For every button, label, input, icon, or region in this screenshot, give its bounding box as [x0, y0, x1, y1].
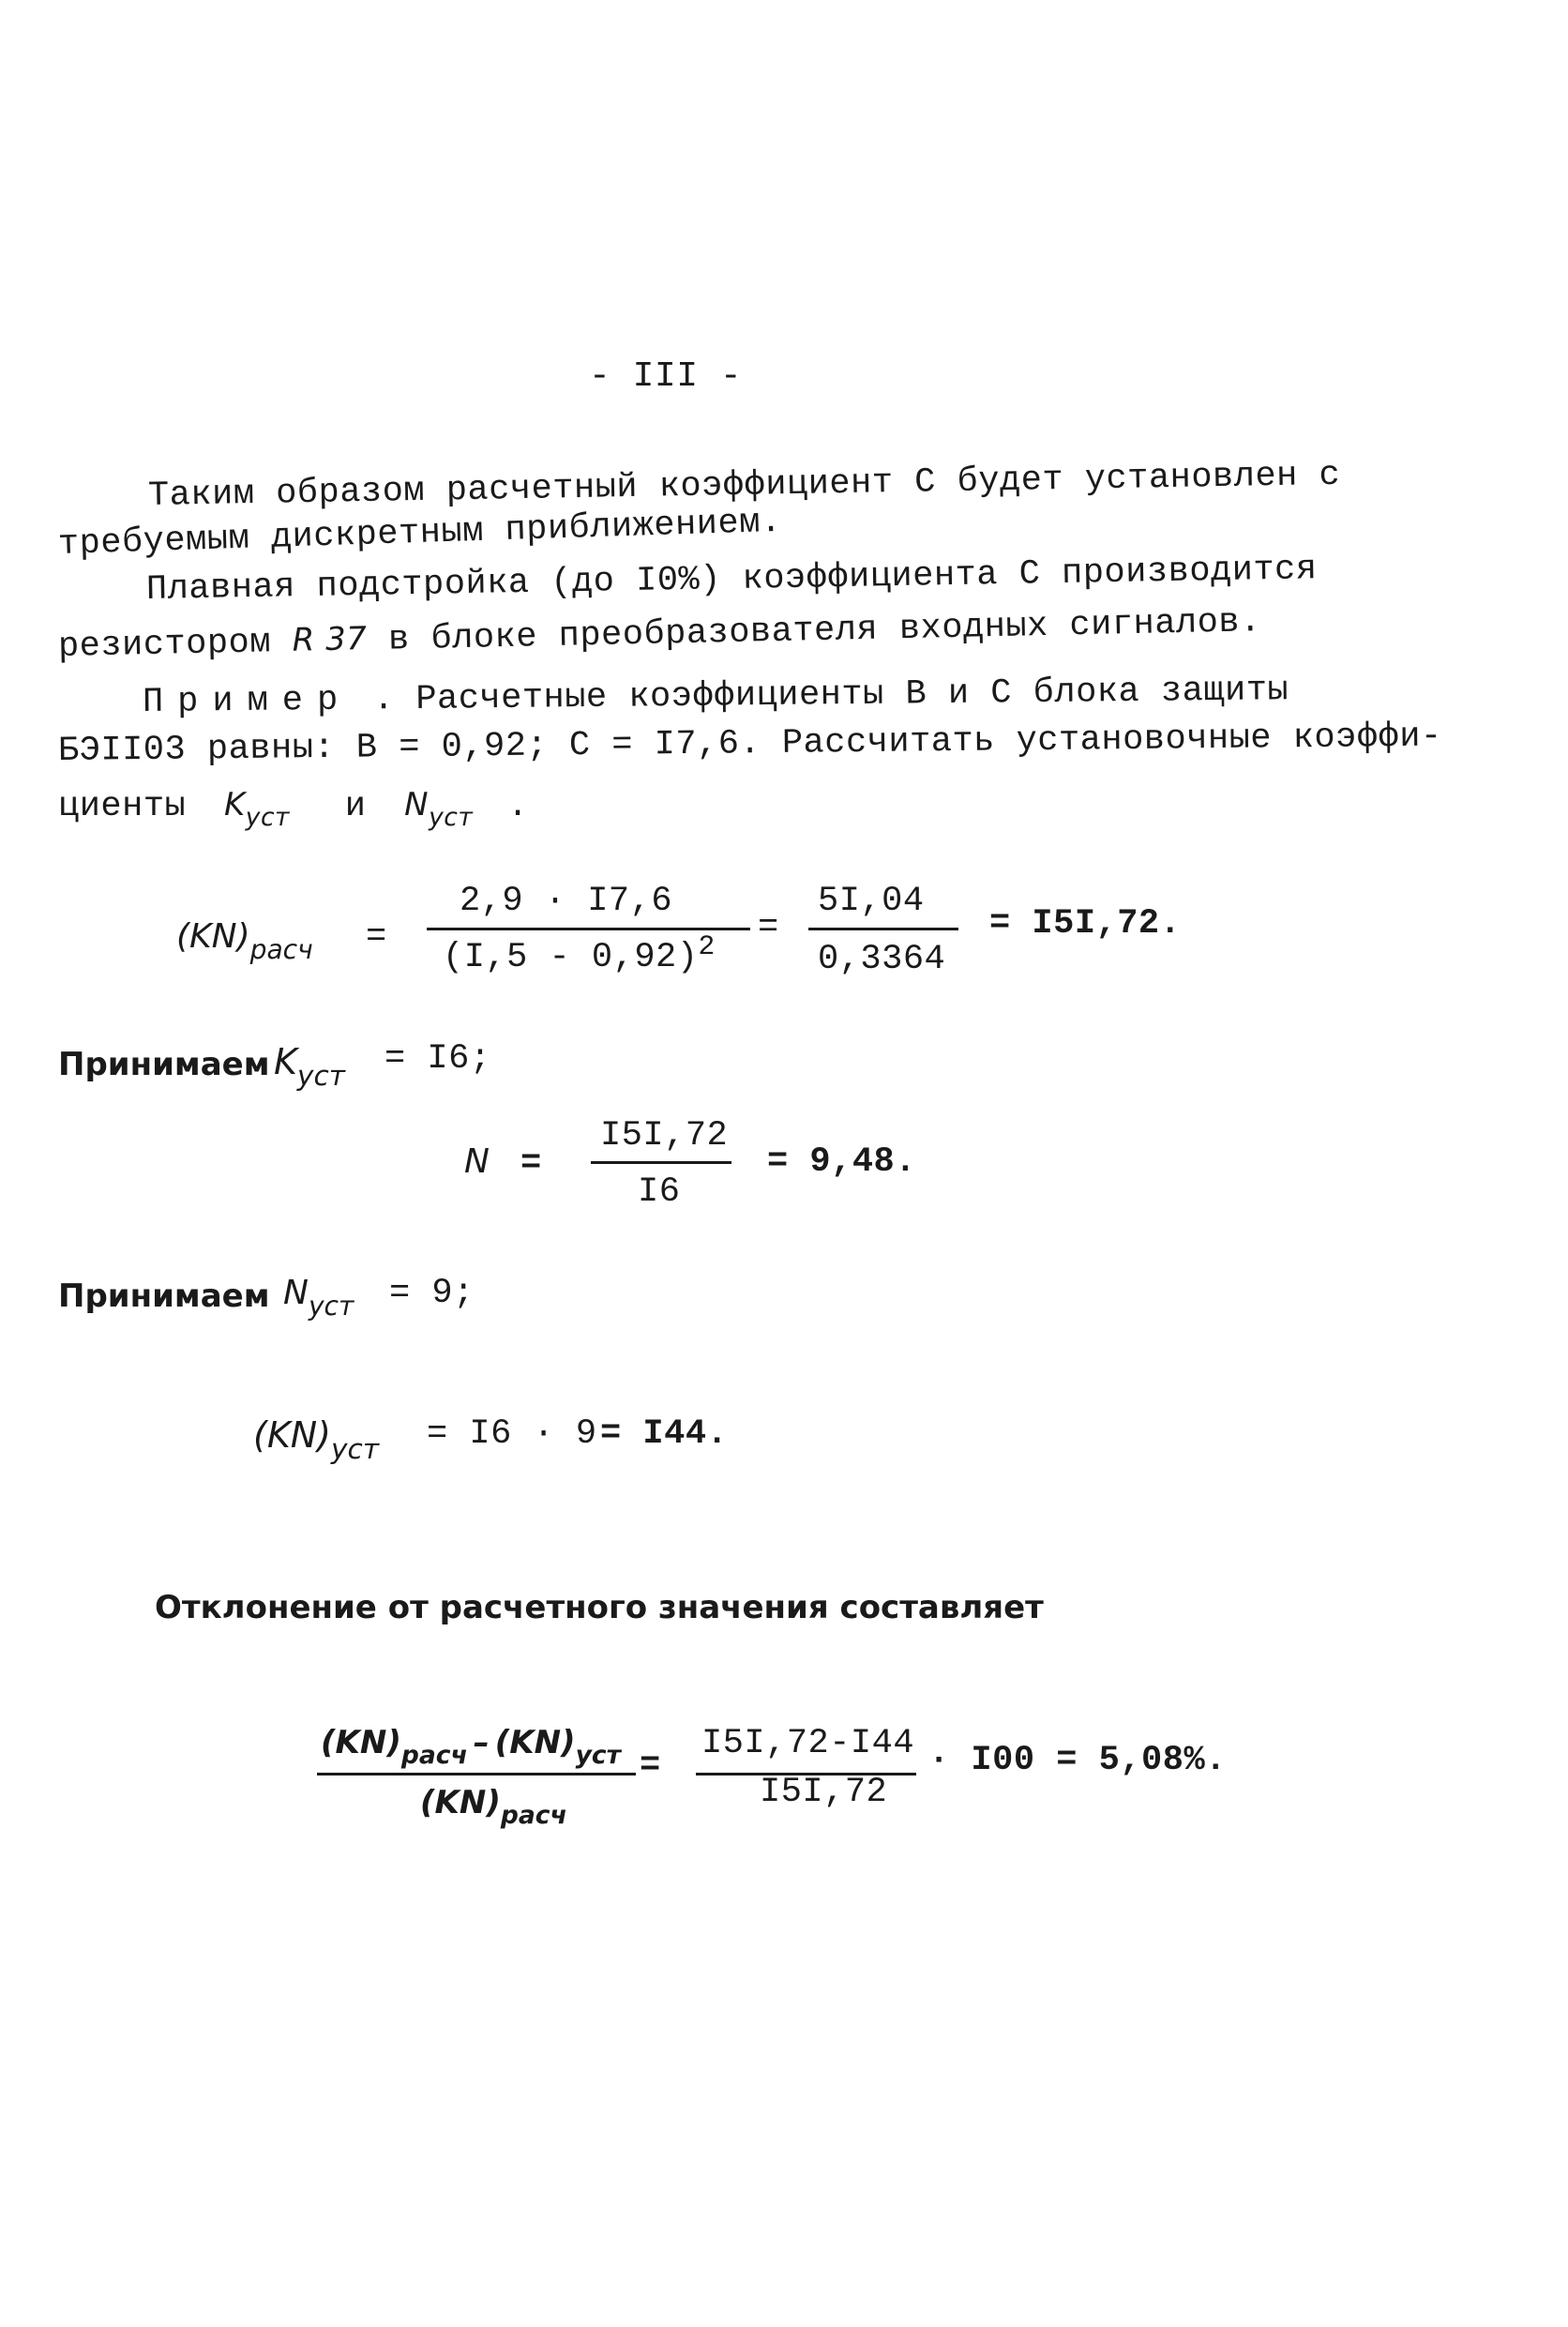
- example-dot: .: [352, 679, 416, 720]
- n-ust-accept-symbol: $N_{уст}$: [283, 1274, 354, 1322]
- formula-1-equals-2: =: [758, 908, 779, 947]
- k-ust-symbol: $K_{уст}$: [223, 786, 290, 833]
- paragraph-3-line-3: [58, 786, 529, 833]
- example-word: Пример: [142, 680, 353, 722]
- formula-2-denominator: I6: [638, 1172, 681, 1212]
- paragraph-3-word-coeffs: циенты: [58, 787, 187, 826]
- resistor-label-r37: R 37: [292, 620, 368, 659]
- formula-2-equals: =: [520, 1144, 542, 1184]
- accept-k-label: Принимаем: [58, 1046, 270, 1083]
- paragraph-1-line-2: требуемым дискретным приближением.: [57, 502, 783, 565]
- deviation-heading: Отклонение от расчетного значения составляет: [155, 1589, 1044, 1626]
- formula-4-denominator-2: I5I,72: [760, 1773, 888, 1812]
- formula-1-fraction-bar-2: [808, 928, 958, 930]
- paragraph-1-line-1: Таким образом расчетный коэффициент С будет установлен с: [147, 455, 1341, 516]
- formula-4-numerator-2: I5I,72-I44: [701, 1724, 915, 1763]
- formula-1-numerator-2: 5I,04: [818, 882, 925, 921]
- kn-rasch-num-symbol: $(KN)_{расч}$: [321, 1724, 468, 1771]
- page-number: - III -: [589, 356, 743, 397]
- formula-2-fraction-bar: [591, 1161, 731, 1164]
- paragraph-3-word-and: и: [344, 787, 367, 826]
- formula-1-denominator: (I,5 - 0,92)$^2$: [443, 929, 716, 977]
- kn-rasch-den-symbol: $(KN)_{расч}$: [420, 1784, 567, 1831]
- k-ust-accept-symbol: $K_{уст}$: [274, 1041, 345, 1093]
- formula-4-fraction-bar: [317, 1773, 636, 1775]
- kn-rasch-symbol: $(KN)_{расч}$: [176, 917, 313, 965]
- formula-3-result: = I44.: [600, 1414, 729, 1454]
- accept-n-label: Принимаем: [58, 1277, 270, 1315]
- formula-4-minus: –: [473, 1724, 490, 1761]
- formula-4-tail: · I00 = 5,08%.: [928, 1741, 1227, 1780]
- paragraph-2-word-resistor: резистором: [57, 623, 272, 667]
- paragraph-3-end-dot: .: [507, 787, 529, 826]
- formula-1-equals: =: [366, 917, 387, 957]
- paragraph-2-rest: в блоке преобразователя входных сигналов.: [387, 602, 1262, 660]
- kn-ust-num-symbol: $(KN)_{уст}$: [494, 1724, 621, 1771]
- formula-2-numerator: I5I,72: [600, 1116, 729, 1156]
- formula-1-result: = I5I,72.: [989, 904, 1182, 944]
- paragraph-2-line-1: Плавная подстройка (до I0%) коэффициента С производится: [145, 550, 1318, 610]
- formula-4-numerator: [321, 1724, 621, 1771]
- n-ust-symbol: $N_{уст}$: [404, 786, 474, 833]
- formula-1-numerator: 2,9 · I7,6: [460, 882, 673, 921]
- paragraph-3-line-1: [143, 671, 1289, 722]
- formula-4-equals: =: [640, 1746, 661, 1786]
- formula-2-result: = 9,48.: [767, 1142, 916, 1182]
- kn-ust-symbol: $(KN)_{уст}$: [253, 1414, 380, 1466]
- example-text: Расчетные коэффициенты В и С блока защиты: [415, 671, 1289, 719]
- paragraph-2-line-2: [58, 601, 1262, 667]
- formula-1-denominator-2: 0,3364: [818, 940, 946, 979]
- paragraph-3-line-2: БЭII03 равны: В = 0,92; С = I7,6. Рассчитать установочные коэффи-: [57, 717, 1442, 771]
- accept-n-value: = 9;: [389, 1274, 475, 1313]
- accept-k-value: = I6;: [384, 1039, 491, 1079]
- formula-3-rhs: = I6 · 9: [427, 1414, 597, 1454]
- n-symbol: N: [464, 1142, 490, 1181]
